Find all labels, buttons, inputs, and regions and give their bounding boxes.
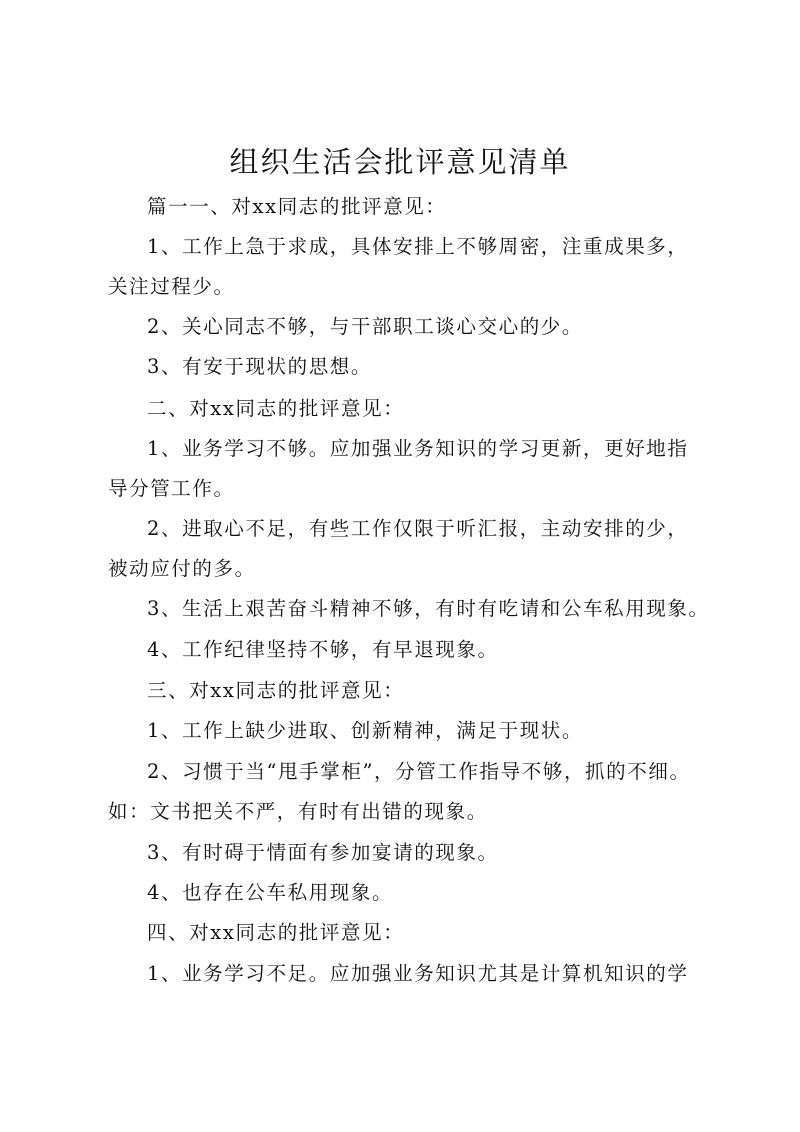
paragraph-line: 1、业务学习不够。应加强业务知识的学习更新，更好地指 [147,437,689,460]
paragraph-line: 关注过程少。 [108,275,235,298]
paragraph-line: 如：文书把关不严，有时有出错的现象。 [108,800,488,823]
paragraph-line: 导分管工作。 [108,477,235,500]
paragraph-line: 篇一一、对xx同志的批评意见： [147,195,447,218]
paragraph-line: 4、也存在公车私用现象。 [147,881,394,904]
paragraph-line: 3、有时碍于情面有参加宴请的现象。 [147,841,499,864]
paragraph-line: 1、工作上急于求成，具体安排上不够周密，注重成果多， [147,235,689,258]
paragraph-line: 2、习惯于当“甩手掌柜”，分管工作指导不够，抓的不细。 [147,760,691,783]
paragraph-line: 3、有安于现状的思想。 [147,355,373,378]
paragraph-line: 4、工作纪律坚持不够，有早退现象。 [147,638,499,661]
paragraph-line: 2、进取心不足，有些工作仅限于听汇报，主动安排的少， [147,517,689,540]
paragraph-line: 3、生活上艰苦奋斗精神不够，有时有吃请和公车私用现象。 [147,597,710,620]
paragraph-line: 三、对xx同志的批评意见： [147,679,405,702]
paragraph-line: 四、对xx同志的批评意见： [147,921,405,944]
paragraph-line: 二、对xx同志的批评意见： [147,397,405,420]
paragraph-line: 1、业务学习不足。应加强业务知识尤其是计算机知识的学 [147,962,689,985]
paragraph-line: 1、工作上缺少进取、创新精神，满足于现状。 [147,719,584,742]
paragraph-line: 2、关心同志不够，与干部职工谈心交心的少。 [147,315,584,338]
paragraph-line: 被动应付的多。 [108,557,256,580]
document-title: 组织生活会批评意见清单 [229,145,571,179]
